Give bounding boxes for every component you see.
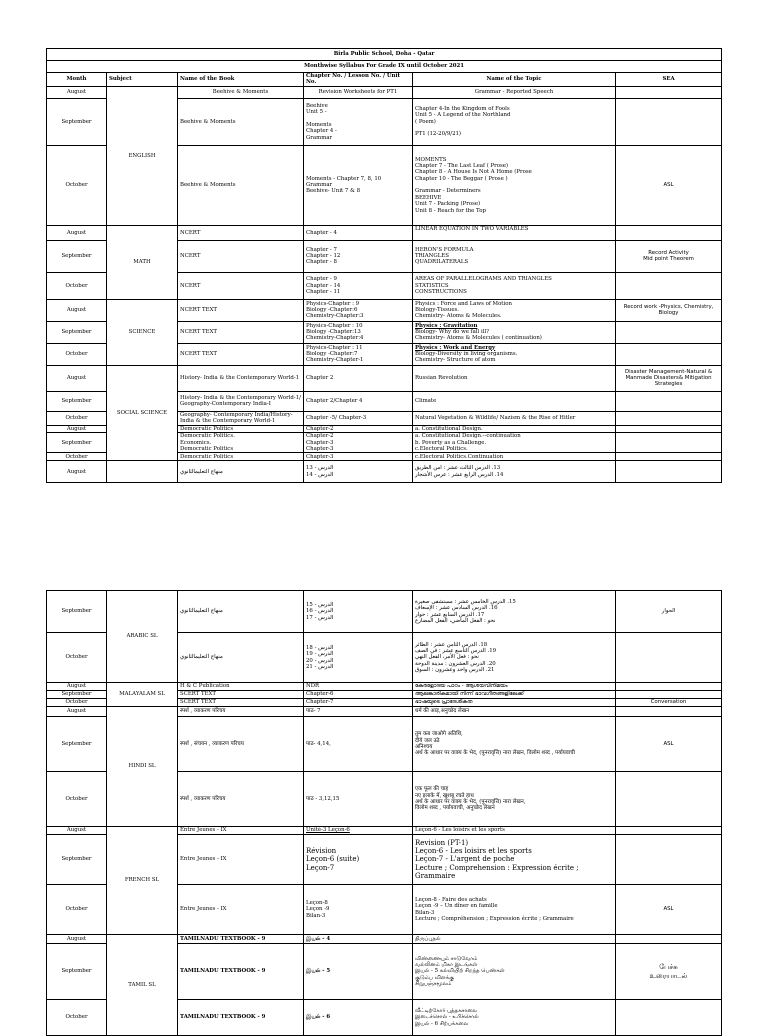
subject-cell: SOCIAL SCIENCE: [107, 365, 178, 461]
sea-cell: Record work -Physics, Chemistry, Biology: [616, 299, 722, 321]
month-cell: September: [47, 391, 107, 411]
sea-cell: الحوار: [616, 591, 722, 633]
book-cell: Democratic Politics: [178, 453, 304, 461]
chapter-cell: Chapter-2 Chapter-3 Chapter-3: [304, 433, 413, 453]
topic-cell: Revision (PT-1) Leçon-6 - Les loisirs et les sports Leçon-7 - L'argent de poche Lecture ; Comprehension : Expression écrite ; Grammaire: [413, 835, 616, 885]
header-sea: SEA: [616, 73, 722, 87]
chapter-cell: Chapter 2: [304, 365, 413, 391]
chapter-cell: Physics-Chapter : 11 Biology -Chapter:7 Chemistry-Chapter-1: [304, 343, 413, 365]
topic-cell: 18. الدرس الثامن عشر : الطائر 19. الدرس التاسع عشر : في الصف نحو : فعل الأمر، الفعل النهي 20. الدرس العشرون : مدينة الدوحة 21. الدرس واحد وعشرون : السوق: [413, 633, 616, 683]
chapter-cell: Revision Worksheets for PT1: [304, 86, 413, 98]
sea-cell: ASL: [616, 145, 722, 225]
month-cell: October: [47, 272, 107, 299]
subject-cell: ARABIC SL: [107, 591, 178, 683]
book-cell: Beehive & Moments: [178, 86, 304, 98]
sea-cell: ASL: [616, 717, 722, 772]
book-cell: Entre Jeunes - IX: [178, 885, 304, 935]
sea-cell: [616, 835, 722, 885]
table-row: [47, 365, 722, 391]
topic-cell: HERON'S FORMULA TRIANGLES QUADRILATERALS: [413, 240, 616, 272]
chapter-cell: पाठ- 7: [304, 707, 413, 717]
sea-cell: [616, 225, 722, 240]
subject-cell: HINDI SL: [107, 707, 178, 827]
topic-cell: Physics : Force and Laws of Motion Biology-Tissues. Chemistry- Atoms & Molecules.: [413, 299, 616, 321]
syllabus-table-page-2: [46, 590, 722, 1036]
book-cell: SCERT TEXT: [178, 699, 304, 707]
book-cell: NCERT TEXT: [178, 321, 304, 343]
book-cell: History- India & the Contemporary World-1/ Geography-Contemporary India-I: [178, 391, 304, 411]
topic-cell: Russian Revolution: [413, 365, 616, 391]
table-row: [47, 591, 722, 633]
month-cell: October: [47, 1000, 107, 1036]
month-cell: August: [47, 86, 107, 98]
book-cell: Geography- Contemporary India/History- India & the Contemporary World-1: [178, 411, 304, 425]
topic-cell: a. Constitutional Design.: [413, 425, 616, 432]
month-cell: August: [47, 299, 107, 321]
book-cell: NCERT: [178, 240, 304, 272]
book-cell: NCERT: [178, 272, 304, 299]
sea-cell: [616, 772, 722, 827]
chapter-cell: الدرس - 15 الدرس - 16 الدرس - 17: [304, 591, 413, 633]
chapter-cell: Révision Leçon-6 (suite) Leçon-7: [304, 835, 413, 885]
topic-cell: 13. الدرس الثالث عشر : امن الطريق 14. الدرس الرابع عشر : عرس الأشجار: [413, 461, 616, 483]
topic-cell: ഭാഷയുടെ പ്രാദേശികത: [413, 699, 616, 707]
book-cell: स्पर्श , व्याकरण परिचय: [178, 772, 304, 827]
header-month: Month: [47, 73, 107, 87]
book-cell: TAMILNADU TEXTBOOK - 9: [178, 1000, 304, 1036]
book-cell: स्पर्श , व्याकरण परिचय: [178, 707, 304, 717]
chapter-cell: पाठ- 4,14,: [304, 717, 413, 772]
sea-cell: [616, 425, 722, 432]
subject-cell: [107, 461, 178, 483]
book-cell: H & C Publication: [178, 683, 304, 691]
month-cell: September: [47, 591, 107, 633]
month-cell: September: [47, 944, 107, 1000]
month-cell: August: [47, 827, 107, 835]
topic-cell: Leçon-6 - Les loisirs et les sports: [413, 827, 616, 835]
topic-cell: धर्म की आड़,अनुच्छेद लेखन: [413, 707, 616, 717]
topic-cell: Leçon-8 - Faire des achats Leçon -9 – Un dîner en famille Bilan-3 Lecture ; Compréhension ; Expression écrite ; Grammaire: [413, 885, 616, 935]
chapter-cell: Chapter-3: [304, 453, 413, 461]
book-cell: Democratic Politics: [178, 425, 304, 432]
chapter-cell: NDR: [304, 683, 413, 691]
month-cell: September: [47, 691, 107, 699]
topic-cell: Natural Vegetation & Wildlife/ Nazism & the Rise of Hitler: [413, 411, 616, 425]
month-cell: October: [47, 772, 107, 827]
header-subject: Subject: [107, 73, 178, 87]
topic-cell: Grammar - Reported Speech: [413, 86, 616, 98]
chapter-cell: الدرس - 18 الدرس - 19 الدرس - 20 الدرس - 21: [304, 633, 413, 683]
chapter-cell: Beehive Unit 5 - Moments Chapter 4 - Grammar: [304, 98, 413, 145]
month-cell: August: [47, 365, 107, 391]
syllabus-table-page-1: [46, 48, 722, 483]
sea-cell: [616, 683, 722, 691]
book-cell: स्पर्श , संचयन , व्याकरण परिचय: [178, 717, 304, 772]
sea-cell: Record Activity Mid point Theorem: [616, 240, 722, 272]
month-cell: October: [47, 633, 107, 683]
topic-cell: MOMENTS Chapter 7 - The Last Leaf ( Prose) Chapter 8 - A House Is Not A Home (Prose Chapter 10 - The Beggar ( Prose ) Grammar - Determiners BEEHIVE Unit 7 - Packing (Prose) Unit 8 - Reach for the Top: [413, 145, 616, 225]
month-cell: August: [47, 225, 107, 240]
book-cell: SCERT TEXT: [178, 691, 304, 699]
chapter-cell: Leçon-8 Leçon -9 Bilan-3: [304, 885, 413, 935]
sea-cell: [616, 707, 722, 717]
chapter-cell: Physics-Chapter : 10 Biology -Chapter:13 Chemistry-Chapter:4: [304, 321, 413, 343]
topic-cell: AREAS OF PARALLELOGRAMS AND TRIANGLES STATISTICS CONSTRUCTIONS: [413, 272, 616, 299]
table-row: [47, 461, 722, 483]
table-row: [47, 86, 722, 98]
month-cell: October: [47, 343, 107, 365]
chapter-cell: الدرس - 13 الدرس - 14: [304, 461, 413, 483]
chapter-cell: Chapter-6: [304, 691, 413, 699]
book-cell: History- India & the Contemporary World-1: [178, 365, 304, 391]
header-topic: Name of the Topic: [413, 73, 616, 87]
month-cell: September: [47, 321, 107, 343]
chapter-cell: Chapter-7: [304, 699, 413, 707]
book-cell: Entre Jeunes - IX: [178, 827, 304, 835]
book-cell: TAMILNADU TEXTBOOK - 9: [178, 944, 304, 1000]
chapter-cell: இயல் - 4: [304, 935, 413, 944]
table-row: [47, 707, 722, 717]
book-cell: NCERT TEXT: [178, 299, 304, 321]
topic-cell: ആലങ്കാരികമായി നിന്ന് ഭാവഗീതങ്ങളിലേക്ക്: [413, 691, 616, 699]
book-cell: منهاج التعليمالثانوي: [178, 461, 304, 483]
table-row: [47, 683, 722, 691]
topic-text: Biology- Why do we fall ill? Chemistry- Atoms & Molecules ( continuation): [415, 329, 542, 342]
sea-cell: ASL: [616, 885, 722, 935]
sea-cell: [616, 461, 722, 483]
subject-cell: TAMIL SL: [107, 935, 178, 1036]
month-cell: August: [47, 461, 107, 483]
sea-cell: [616, 827, 722, 835]
month-cell: August: [47, 683, 107, 691]
chapter-cell: Unité-3 Leçon-6: [304, 827, 413, 835]
chapter-cell: இயல் - 6: [304, 1000, 413, 1036]
sea-cell: [616, 633, 722, 683]
topic-heading: Physics : Work and Energy: [415, 344, 496, 351]
subject-cell: FRENCH SL: [107, 827, 178, 935]
sea-cell: [616, 272, 722, 299]
topic-cell: LINEAR EQUATION IN TWO VARIABLES: [413, 225, 616, 240]
subject-cell: MALAYALAM SL: [107, 683, 178, 707]
sea-cell: [616, 411, 722, 425]
month-cell: September: [47, 835, 107, 885]
sea-cell: [616, 321, 722, 343]
topic-cell: Chapter 4-In the Kingdom of Fools Unit 5 - A Legend of the Northland ( Poem) PT1 (12-20/9/21): [413, 98, 616, 145]
topic-cell: a. Constitutional Design.--continuation b. Poverty as a Challenge. c.Electoral Politics.: [413, 433, 616, 453]
chapter-cell: Chapter - 4: [304, 225, 413, 240]
chapter-cell: Chapter-2: [304, 425, 413, 432]
header-chapter: Chapter No. / Lesson No. / Unit No.: [304, 73, 413, 87]
sea-cell: Disaster Management-Natural & Manmade Disasters& Mitigation Strategies: [616, 365, 722, 391]
chapter-cell: Chapter - 9 Chapter - 14 Chapter - 11: [304, 272, 413, 299]
topic-cell: एक फूल की चाह नए इलाके में, खुशबू रचते हाथ अर्थ के आधार पर वाक्य के भेद, (पुनरावृत्ति) नारा लेखन, विलोम शब्द , पर्यायवाची, अनुच्छेद लेखन: [413, 772, 616, 827]
month-cell: October: [47, 411, 107, 425]
header-row: [47, 73, 722, 87]
topic-cell: [413, 343, 616, 365]
month-cell: September: [47, 717, 107, 772]
chapter-cell: Chapter 2/Chapter 4: [304, 391, 413, 411]
book-cell: منهاج التعليمالثانوي: [178, 633, 304, 683]
topic-cell: விண்ணையும் சாடுவோம் வல்லினம் மிகா இடங்கள் இயல் - 5 கல்வியிற் சிறந்த பெண்கள் குடும்ப விளக்கு சிறுபஞ்சமூலம்: [413, 944, 616, 1000]
topic-cell: കേരളോദയ പാഠം - ആശയവിനിമയം: [413, 683, 616, 691]
subject-cell: MATH: [107, 225, 178, 299]
book-cell: TAMILNADU TEXTBOOK - 9: [178, 935, 304, 944]
book-cell: Democratic Politics. Economics. Democratic Politics: [178, 433, 304, 453]
sea-cell: [616, 691, 722, 699]
syllabus-subtitle: Monthwise Syllabus For Grade IX until October 2021: [47, 61, 722, 73]
month-cell: October: [47, 885, 107, 935]
topic-cell: Climate: [413, 391, 616, 411]
sea-cell: [616, 391, 722, 411]
table-row: [47, 225, 722, 240]
sea-cell: [616, 433, 722, 453]
month-cell: August: [47, 935, 107, 944]
sea-cell: [616, 1000, 722, 1036]
book-cell: NCERT TEXT: [178, 343, 304, 365]
chapter-cell: இயல் - 5: [304, 944, 413, 1000]
table-row: [47, 827, 722, 835]
topic-text: Biology-Diversity in living organisms. Chemistry- Structure of atom: [415, 351, 518, 364]
subject-cell: ENGLISH: [107, 86, 178, 225]
chapter-cell: पाठ - 3,12,15: [304, 772, 413, 827]
chapter-cell: Physics-Chapter : 9 Biology -Chapter:6 Chemistry-Chapter:3: [304, 299, 413, 321]
sea-cell: [616, 935, 722, 944]
month-cell: September: [47, 98, 107, 145]
month-cell: September: [47, 433, 107, 453]
sea-cell: [616, 343, 722, 365]
topic-cell: வீட்டிற்கோர் புத்தகசாலை இடைச்சொல் - உரிச்சொல் இயல் - 6 சிற்பக்கலை: [413, 1000, 616, 1036]
book-cell: Beehive & Moments: [178, 98, 304, 145]
book-cell: Entre Jeunes - IX: [178, 835, 304, 885]
topic-cell: तुम कब जाओगे अतिथि, दीये जल उठे अनिश्चय अर्थ के आधार पर वाक्य के भेद, (पुनरावृत्ति) नारा लेखन, विलोम शब्द , पर्यायवाची: [413, 717, 616, 772]
topic-cell: [413, 321, 616, 343]
book-cell: NCERT: [178, 225, 304, 240]
month-cell: October: [47, 699, 107, 707]
month-cell: August: [47, 425, 107, 432]
sea-cell: பேச்சு உரையாடல்: [616, 944, 722, 1000]
topic-heading: Physics : Gravitation: [415, 322, 478, 329]
school-title: Birla Public School, Doha - Qatar: [47, 49, 722, 61]
header-book: Name of the Book: [178, 73, 304, 87]
sea-cell: Conversation: [616, 699, 722, 707]
topic-cell: 15. الدرس الخامس عشر : مستشفى صغيرة 16. الدرس السادس عشر : الإسعاف 17. الدرس السابع عشر : حوار نحو : الفعل الماضي، الفعل المضارع: [413, 591, 616, 633]
month-cell: October: [47, 145, 107, 225]
topic-cell: c.Electoral Politics.Continuation: [413, 453, 616, 461]
chapter-cell: Chapter -5/ Chapter-3: [304, 411, 413, 425]
subject-cell: SCIENCE: [107, 299, 178, 365]
chapter-cell: Chapter - 7 Chapter - 12 Chapter - 8: [304, 240, 413, 272]
sea-cell: [616, 98, 722, 145]
table-row: [47, 935, 722, 944]
chapter-cell: Moments - Chapter 7, 8, 10 Grammar Beehive- Unit 7 & 8: [304, 145, 413, 225]
month-cell: August: [47, 707, 107, 717]
book-cell: Beehive & Moments: [178, 145, 304, 225]
sea-cell: [616, 453, 722, 461]
topic-cell: திருப்புதல்: [413, 935, 616, 944]
month-cell: September: [47, 240, 107, 272]
month-cell: October: [47, 453, 107, 461]
book-cell: منهاج التعليمالثانوي: [178, 591, 304, 633]
sea-cell: [616, 86, 722, 98]
table-row: [47, 299, 722, 321]
